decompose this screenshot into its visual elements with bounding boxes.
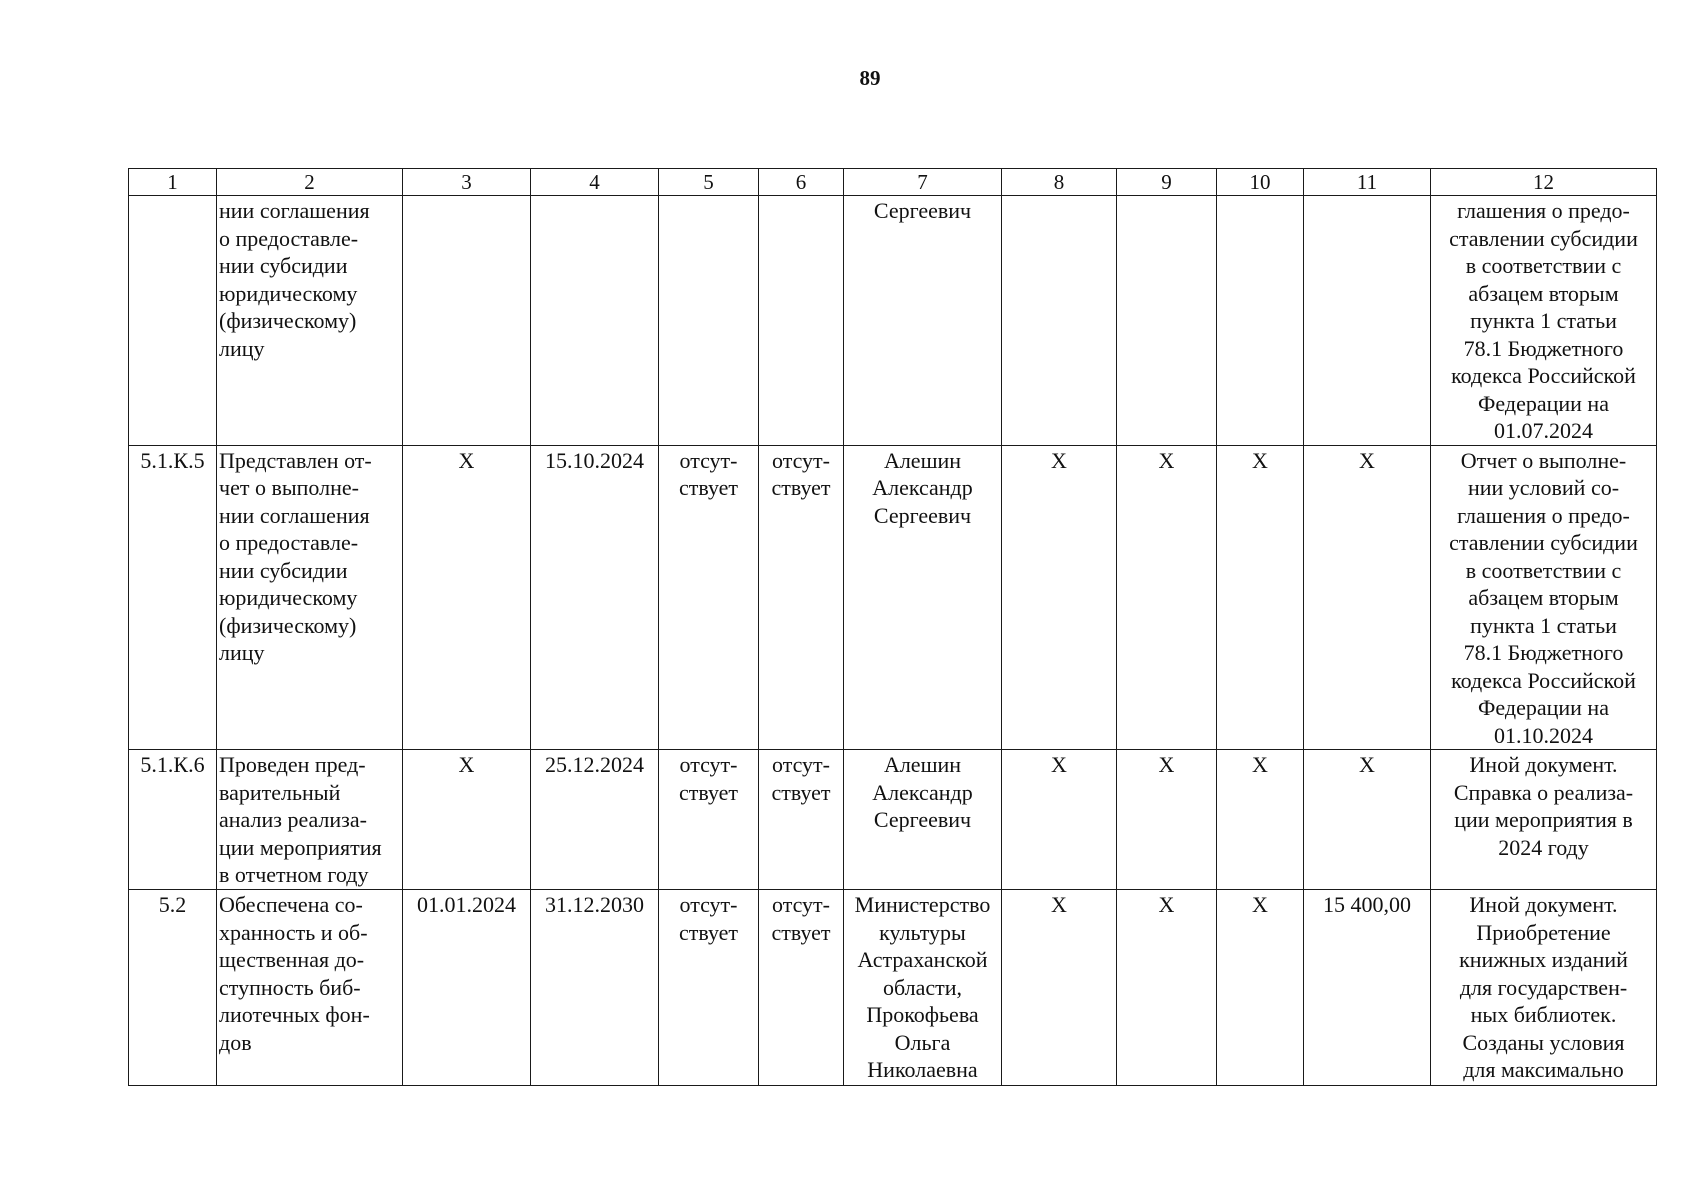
cell-col8: X — [1002, 445, 1117, 750]
event-name: Обеспечена со- хранность и об- щественная до- ступность биб- лиотечных фон- дов — [217, 890, 403, 1086]
column-header: 1 — [129, 169, 217, 196]
result-document: Отчет о выполне- нии условий со- глашения о предо- ставлении субсидии в соответствии с абзацем вторым пункта 1 статьи 78.1 Бюджетного кодекса Российской Федерации на 01.10.2024 — [1431, 445, 1657, 750]
cell-col9 — [1117, 196, 1217, 446]
cell-col6: отсут- ствует — [759, 750, 844, 890]
cell-col9: X — [1117, 890, 1217, 1086]
end-date: 25.12.2024 — [531, 750, 659, 890]
table-row — [129, 750, 1657, 890]
column-header: 7 — [844, 169, 1002, 196]
cell-col9: X — [1117, 750, 1217, 890]
start-date: 01.01.2024 — [403, 890, 531, 1086]
cell-col5 — [659, 196, 759, 446]
page-number: 89 — [859, 66, 881, 90]
cell-col10 — [1217, 196, 1304, 446]
column-header: 4 — [531, 169, 659, 196]
table-row — [129, 890, 1657, 1086]
cell-col8 — [1002, 196, 1117, 446]
column-numbers-row — [129, 169, 1657, 196]
end-date: 31.12.2030 — [531, 890, 659, 1086]
column-header: 6 — [759, 169, 844, 196]
column-header: 5 — [659, 169, 759, 196]
cell-col11: 15 400,00 — [1304, 890, 1431, 1086]
start-date: X — [403, 750, 531, 890]
cell-col6 — [759, 196, 844, 446]
column-header: 2 — [217, 169, 403, 196]
table-row — [129, 196, 1657, 446]
cell-col10: X — [1217, 890, 1304, 1086]
cell-col10: X — [1217, 750, 1304, 890]
event-name: Представлен от- чет о выполне- нии соглашения о предоставле- нии субсидии юридическому (физическому) лицу — [217, 445, 403, 750]
cell-col8: X — [1002, 750, 1117, 890]
cell-col9: X — [1117, 445, 1217, 750]
responsible-person: Министерство культуры Астраханской области, Прокофьева Ольга Николаевна — [844, 890, 1002, 1086]
cell-col6: отсут- ствует — [759, 890, 844, 1086]
start-date — [403, 196, 531, 446]
event-name: нии соглашения о предоставле- нии субсидии юридическому (физическому) лицу — [217, 196, 403, 446]
result-document: Иной документ. Справка о реализа- ции мероприятия в 2024 году — [1431, 750, 1657, 890]
end-date: 15.10.2024 — [531, 445, 659, 750]
event-name: Проведен пред- варительный анализ реализа- ции мероприятия в отчетном году — [217, 750, 403, 890]
cell-col5: отсут- ствует — [659, 890, 759, 1086]
cell-col8: X — [1002, 890, 1117, 1086]
column-header: 10 — [1217, 169, 1304, 196]
cell-col11: X — [1304, 750, 1431, 890]
cell-col11 — [1304, 196, 1431, 446]
cell-col5: отсут- ствует — [659, 750, 759, 890]
cell-col5: отсут- ствует — [659, 445, 759, 750]
column-header: 3 — [403, 169, 531, 196]
end-date — [531, 196, 659, 446]
column-header: 9 — [1117, 169, 1217, 196]
column-header: 12 — [1431, 169, 1657, 196]
row-number: 5.2 — [129, 890, 217, 1086]
result-document: глашения о предо- ставлении субсидии в соответствии с абзацем вторым пункта 1 статьи 78.1 Бюджетного кодекса Российской Федерации на 01.07.2024 — [1431, 196, 1657, 446]
cell-col10: X — [1217, 445, 1304, 750]
row-number: 5.1.К.6 — [129, 750, 217, 890]
column-header: 11 — [1304, 169, 1431, 196]
responsible-person: Алешин Александр Сергеевич — [844, 445, 1002, 750]
column-header: 8 — [1002, 169, 1117, 196]
table-row — [129, 445, 1657, 750]
cell-col11: X — [1304, 445, 1431, 750]
plan-table — [128, 168, 1657, 1086]
cell-col6: отсут- ствует — [759, 445, 844, 750]
row-number — [129, 196, 217, 446]
row-number: 5.1.К.5 — [129, 445, 217, 750]
responsible-person: Сергеевич — [844, 196, 1002, 446]
result-document: Иной документ. Приобретение книжных изданий для государствен- ных библиотек. Созданы условия для максимально — [1431, 890, 1657, 1086]
responsible-person: Алешин Александр Сергеевич — [844, 750, 1002, 890]
start-date: X — [403, 445, 531, 750]
